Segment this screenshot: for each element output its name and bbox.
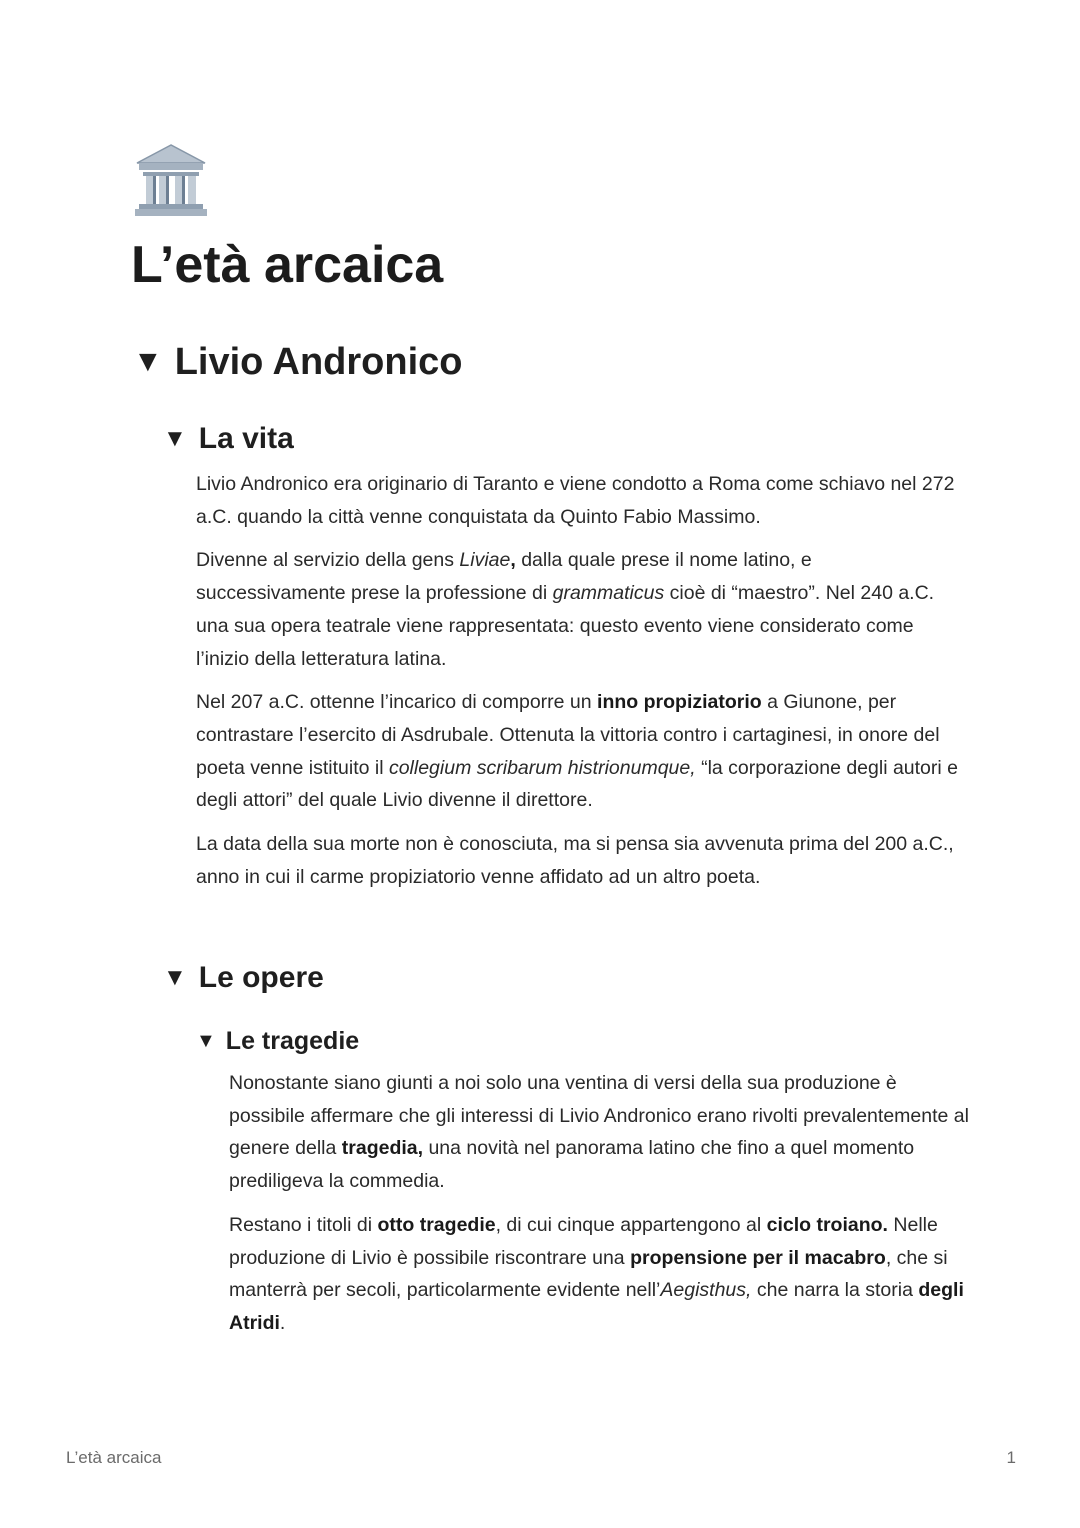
paragraph: Restano i titoli di otto tragedie, di cui cinque appartengono al ciclo troiano. Nelle produzione di Livio è possibile riscontrare una propensione per il macabro, che si manterrà per secoli, particolarmente evidente nell’Aegisthus, che narra la storia degli Atridi. [229, 1213, 964, 1334]
toggle-triangle-icon[interactable]: ▼ [163, 964, 187, 991]
toggle-triangle-icon[interactable]: ▼ [196, 1030, 216, 1052]
toggle-heading-le-opere[interactable] [163, 958, 324, 998]
heading-la-vita: La vita [198, 422, 294, 455]
classical-building-icon [133, 143, 209, 217]
page-title: L’età arcaica [131, 236, 444, 294]
toggle-triangle-icon[interactable]: ▼ [133, 345, 163, 378]
paragraph: Nonostante siano giunti a noi solo una ventina di versi della sua produzione è possibile affermare che gli interessi di Livio Andronico erano rivolti prevalentemente al genere della tragedia, una novità nel panorama latino che fino a quel momento prediligeva la commedia. [229, 1072, 969, 1193]
page-number: 1 [1006, 1448, 1016, 1467]
la-vita-content [196, 468, 966, 893]
footer-title: L’età arcaica [66, 1448, 162, 1467]
toggle-heading-la-vita[interactable] [163, 419, 294, 459]
toggle-heading-le-tragedie[interactable] [196, 1024, 359, 1058]
heading-le-tragedie: Le tragedie [225, 1027, 360, 1055]
paragraph: La data della sua morte non è conosciuta, ma si pensa sia avvenuta prima del 200 a.C., anno in cui il carme propiziatorio venne affidato ad un altro poeta. [196, 833, 954, 888]
paragraph: Nel 207 a.C. ottenne l’incarico di comporre un inno propiziatorio a Giunone, per contrastare l’esercito di Asdrubale. Ottenuta la vittoria contro i cartaginesi, in onore del poeta venne istituito il collegium scribarum histrionumque, “la corporazione degli autori e degli attori” del quale Livio divenne il direttore. [196, 691, 958, 812]
heading-le-opere: Le opere [198, 961, 324, 994]
paragraph: Livio Andronico era originario di Taranto e viene condotto a Roma come schiavo nel 272 a.C. quando la città venne conquistata da Quinto Fabio Massimo. [196, 473, 955, 528]
toggle-triangle-icon[interactable]: ▼ [163, 425, 187, 452]
paragraph: Divenne al servizio della gens Liviae, dalla quale prese il nome latino, e successivamente prese la professione di grammaticus cioè di “maestro”. Nel 240 a.C. una sua opera teatrale viene rappresentata: questo evento viene considerato come l’inizio della letteratura latina. [196, 549, 935, 670]
heading-livio-andronico: Livio Andronico [174, 341, 463, 383]
le-tragedie-content [229, 1067, 969, 1340]
toggle-heading-livio-andronico[interactable] [133, 337, 463, 387]
